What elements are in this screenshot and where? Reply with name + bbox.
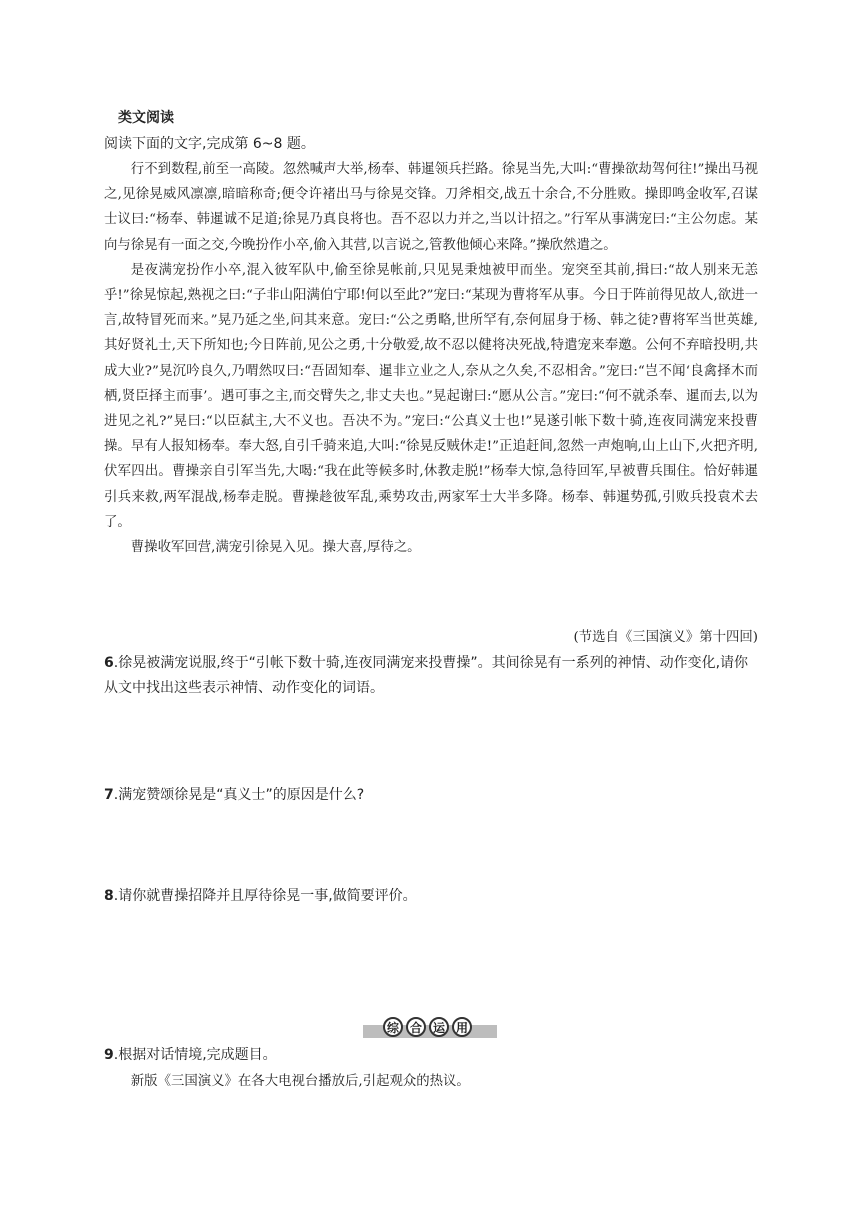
question-text: .满宠赞颂徐晃是“真义士”的原因是什么?	[113, 787, 365, 803]
reading-passage	[104, 157, 758, 560]
question-number: 8	[104, 888, 114, 904]
banner-char: 综	[383, 1017, 403, 1037]
passage-paragraph-1: 行不到数程,前至一高陵。忽然喊声大举,杨奉、韩暹领兵拦路。徐晃当先,大叫:“曹操欲劫驾何往!”操出马视之,见徐晃威风凛凛,暗暗称奇;便令许褚出马与徐晃交锋。刀斧相交,战五十余合,不分胜败。操即鸣金收军,召谋士议曰:“杨奉、韩暹诚不足道;徐晃乃真良将也。吾不忍以力并之,当以计招之。”行军从事满宠曰:“主公勿虑。某向与徐晃有一面之交,今晚扮作小卒,偷入其营,以言说之,管教他倾心来降。”操欣然遣之。	[104, 162, 758, 253]
question-9-context: 新版《三国演义》在各大电视台播放后,引起观众的热议。	[130, 1074, 470, 1089]
question-9	[104, 1043, 758, 1068]
question-6	[104, 651, 758, 701]
reading-instructions: 阅读下面的文字,完成第 6~8 题。	[104, 136, 315, 152]
banner-char: 用	[452, 1017, 472, 1037]
question-number: 7	[104, 787, 114, 803]
banner-char: 运	[429, 1017, 449, 1037]
question-text: .根据对话情境,完成题目。	[113, 1047, 277, 1063]
question-text: .徐晃被满宠说服,终于“引帐下数十骑,连夜同满宠来投曹操”。其间徐晃有一系列的神情、动作变化,请你从文中找出这些表示神情、动作变化的词语。	[104, 655, 749, 696]
question-number: 6	[104, 655, 114, 671]
question-text: .请你就曹操招降并且厚待徐晃一事,做简要评价。	[113, 888, 417, 904]
section-banner	[363, 1017, 497, 1039]
banner-char: 合	[406, 1017, 426, 1037]
question-8	[104, 884, 758, 909]
question-7	[104, 783, 758, 808]
section-title: 类文阅读	[118, 110, 174, 126]
question-number: 9	[104, 1047, 114, 1063]
passage-source: (节选自《三国演义》第十四回)	[573, 630, 758, 645]
passage-paragraph-3: 曹操收军回营,满宠引徐晃入见。操大喜,厚待之。	[130, 540, 421, 556]
passage-paragraph-2: 是夜满宠扮作小卒,混入彼军队中,偷至徐晃帐前,只见晃秉烛被甲而坐。宠突至其前,揖曰:“故人别来无恙乎!”徐晃惊起,熟视之曰:“子非山阳满伯宁耶!何以至此?”宠曰:“某现为曹将军从事。今日于阵前得见故人,欲进一言,故特冒死而来。”晃乃延之坐,问其来意。宠曰:“公之勇略,世所罕有,奈何屈身于杨、韩之徒?曹将军当世英雄,其好贤礼士,天下所知也;今日阵前,见公之勇,十分敬爱,故不忍以健将决死战,特遣宠来奉邀。公何不弃暗投明,共成大业?”晃沉吟良久,乃喟然叹曰:“吾固知奉、暹非立业之人,奈从之久矣,不忍相舍。”宠曰:“岂不闻‘良禽择木而栖,贤臣择主而事’。遇可事之主,而交臂失之,非丈夫也。”晃起谢曰:“愿从公言。”宠曰:“何不就杀奉、暹而去,以为进见之礼?”晃曰:“以臣弑主,大不义也。吾决不为。”宠曰:“公真义士也!”晃遂引帐下数十骑,连夜同满宠来投曹操。早有人报知杨奉。奉大怒,自引千骑来追,大叫:“徐晃反贼休走!”正追赶间,忽然一声炮响,山上山下,火把齐明,伏军四出。曹操亲自引军当先,大喝:“我在此等候多时,休教走脱!”杨奉大惊,急待回军,早被曹兵围住。恰好韩暹引兵来救,两军混战,杨奉走脱。曹操趁彼军乱,乘势攻击,两家军士大半多降。杨奉、韩暹势孤,引败兵投袁术去了。	[104, 262, 758, 530]
banner-title	[383, 1017, 472, 1037]
